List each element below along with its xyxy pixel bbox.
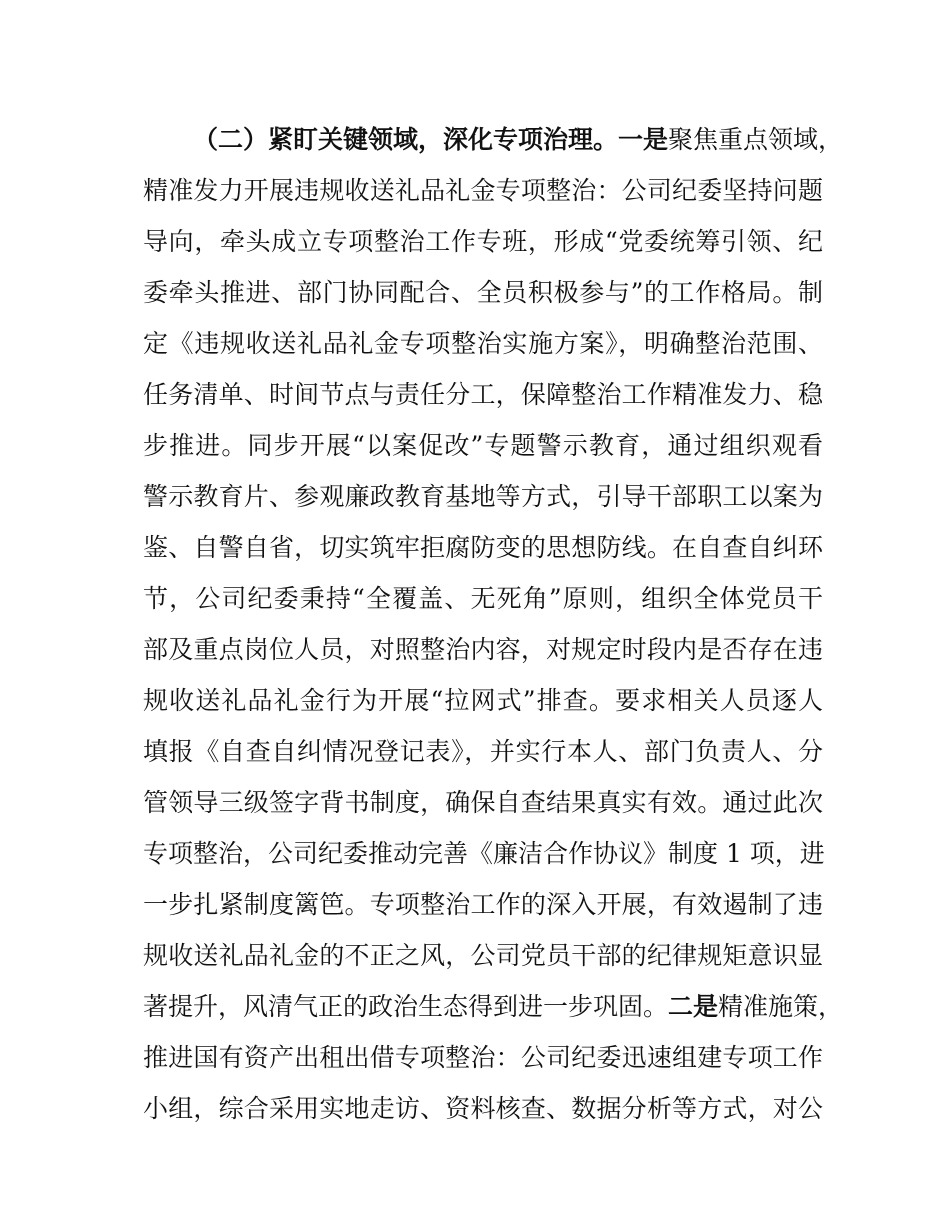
text-line: [143, 681, 823, 721]
text-line: [143, 477, 823, 517]
text-line: [143, 324, 823, 364]
item-marker-second: 二是: [668, 992, 719, 1021]
item-marker-first: 一是: [618, 125, 669, 154]
text-line: [143, 630, 823, 670]
text-run: 填报《自查自纠情况登记表》，并实行本人、部门负责人、分: [143, 737, 823, 766]
text-line: [143, 783, 823, 823]
text-run: 专项整治，公司纪委推动完善《廉洁合作协议》制度 1 项，进: [143, 839, 825, 868]
text-line: [143, 1038, 823, 1078]
text-run: 导向，牵头成立专项整治工作专班，形成“党委统筹引领、纪: [143, 227, 823, 256]
text-run: 精准发力开展违规收送礼品礼金专项整治：公司纪委坚持问题: [143, 176, 823, 205]
text-line: [143, 222, 823, 262]
text-run: 鉴、自警自省，切实筑牢拒腐防变的思想防线。在自查自纠环: [143, 533, 823, 562]
text-run: 规收送礼品礼金的不正之风，公司党员干部的纪律规矩意识显: [143, 941, 823, 970]
text-run: 步推进。同步开展“以案促改”专题警示教育，通过组织观看: [143, 431, 823, 460]
text-run: 任务清单、时间节点与责任分工，保障整治工作精准发力、稳: [143, 380, 823, 409]
text-line: [143, 528, 823, 568]
text-run: 推进国有资产出租出借专项整治：公司纪委迅速组建专项工作: [143, 1043, 823, 1072]
text-run: 一步扎紧制度篱笆。专项整治工作的深入开展，有效遏制了违: [143, 890, 823, 919]
text-run: 管领导三级签字背书制度，确保自查结果真实有效。通过此次: [143, 788, 823, 817]
text-line: [143, 273, 823, 313]
text-line: [143, 987, 844, 1027]
text-run: 部及重点岗位人员，对照整治内容，对规定时段内是否存在违: [143, 635, 823, 664]
text-line: [143, 579, 823, 619]
text-line: [143, 375, 823, 415]
text-run: 警示教育片、参观廉政教育基地等方式，引导干部职工以案为: [143, 482, 823, 511]
text-run: 著提升，风清气正的政治生态得到进一步巩固。: [143, 992, 669, 1021]
text-line: [143, 885, 823, 925]
text-line: [193, 120, 844, 160]
text-run: 小组，综合采用实地走访、资料核查、数据分析等方式，对公: [143, 1094, 823, 1123]
text-run: 节，公司纪委秉持“全覆盖、无死角”原则，组织全体党员干: [143, 584, 823, 613]
text-line: [143, 171, 823, 211]
text-line: [143, 1089, 823, 1129]
text-run: 规收送礼品礼金行为开展“拉网式”排查。要求相关人员逐人: [143, 686, 823, 715]
text-run: 精准施策，: [718, 992, 844, 1021]
text-line: [143, 834, 823, 874]
text-run: 聚焦重点领域，: [668, 125, 844, 154]
text-line: [143, 936, 823, 976]
section-heading: （二）紧盯关键领域，深化专项治理。: [193, 125, 619, 154]
text-run: 定《违规收送礼品礼金专项整治实施方案》，明确整治范围、: [143, 329, 823, 358]
text-line: [143, 732, 823, 772]
text-run: 委牵头推进、部门协同配合、全员积极参与”的工作格局。制: [143, 278, 823, 307]
text-line: [143, 426, 823, 466]
